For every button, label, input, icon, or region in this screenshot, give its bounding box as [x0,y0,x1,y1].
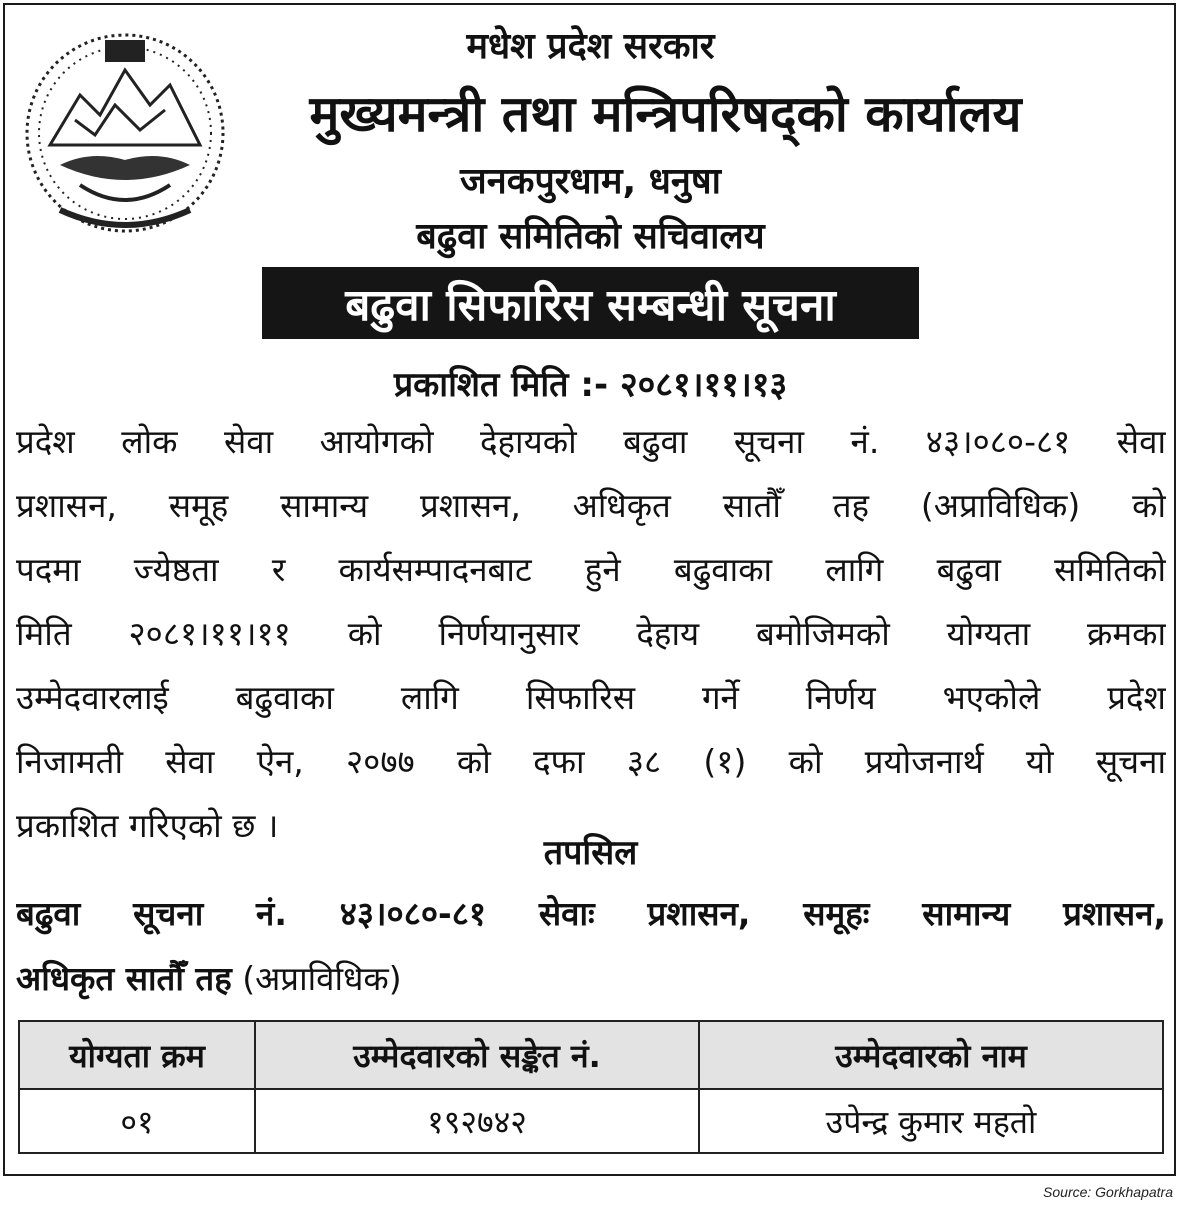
body-line: उम्मेदवारलाई बढुवाका लागि सिफारिस गर्ने निर्णय भएकोले प्रदेश [16,678,1166,717]
table-row [19,1089,1163,1153]
province-government-heading: मधेश प्रदेश सरकार [466,26,715,67]
notice-title: बढुवा सिफारिस सम्बन्धी सूचना [345,280,836,331]
column-header-candidate-name: उम्मेदवारको नाम [699,1021,1163,1089]
cell-rank: ०१ [19,1089,255,1153]
recommendation-table [18,1020,1164,1154]
notice-level-bold: अधिकृत सातौँ तह [16,959,232,998]
column-header-symbol-number: उम्मेदवारको सङ्केत नं. [255,1021,699,1089]
source-credit: Source: Gorkhapatra [1043,1184,1173,1200]
schedule-heading: तपसिल [543,833,638,873]
notice-body [16,410,1166,858]
notice-level-rest: (अप्राविधिक) [231,959,402,998]
notice-reference-line: बढुवा सूचना नं. ४३।०८०-८१ सेवाः प्रशासन, समूहः सामान्य प्रशासन, [16,894,1166,933]
notice-level-line [16,955,1166,1000]
secretariat-heading: बढुवा समितिको सचिवालय [416,216,765,257]
published-date: प्रकाशित मिति :- २०८१।११।१३ [393,365,788,405]
body-line: पदमा ज्येष्ठता र कार्यसम्पादनबाट हुने बढुवाका लागि बढुवा समितिको [16,550,1166,589]
body-line: मिति २०८१।११।११ को निर्णयानुसार देहाय बमोजिमको योग्यता क्रमका [16,614,1166,653]
table-header-row [19,1021,1163,1089]
cell-symbol-number: १९२७४२ [255,1089,699,1153]
office-name-heading: मुख्यमन्त्री तथा मन्त्रिपरिषद्को कार्यालय [309,85,1022,143]
body-line: प्रदेश लोक सेवा आयोगको देहायको बढुवा सूचना नं. ४३।०८०-८१ सेवा [16,422,1166,461]
column-header-rank: योग्यता क्रम [19,1021,255,1089]
cell-candidate-name: उपेन्द्र कुमार महतो [699,1089,1163,1153]
body-line: प्रकाशित गरिएको छ । [16,806,279,845]
body-line: प्रशासन, समूह सामान्य प्रशासन, अधिकृत सातौँ तह (अप्राविधिक) को [16,486,1166,525]
body-line: निजामती सेवा ऐन, २०७७ को दफा ३८ (१) को प्रयोजनार्थ यो सूचना [16,742,1166,781]
location-heading: जनकपुरधाम, धनुषा [460,161,721,202]
notice-title-banner [262,267,919,339]
